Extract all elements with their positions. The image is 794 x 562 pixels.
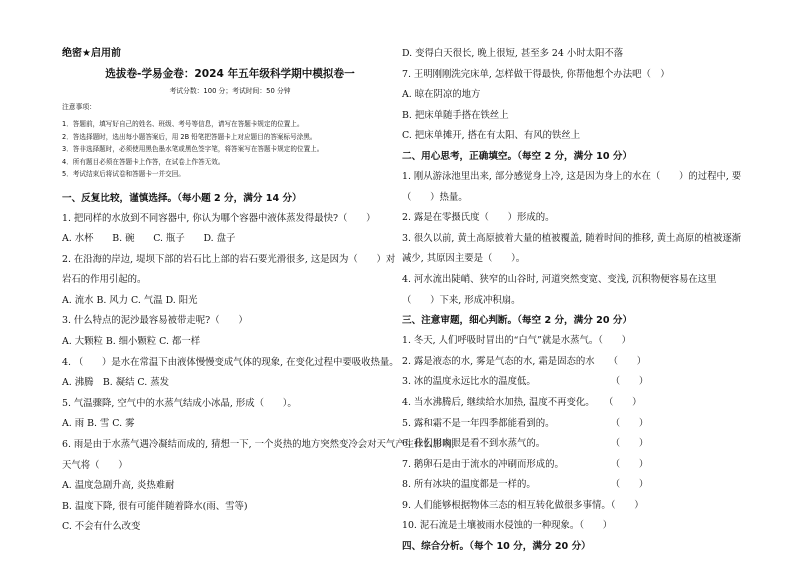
question-line: 岩石的作用引起的。 bbox=[62, 274, 147, 286]
right-column bbox=[402, 44, 742, 557]
question-line: 10. 泥石流是土壤被雨水侵蚀的一种现象。（ ） bbox=[402, 520, 613, 532]
section-2-title: 二、用心思考，正确填空。（每空 2 分，满分 10 分） bbox=[402, 150, 633, 162]
question-line: 3. 冰的温度永远比水的温度低。 （ ） bbox=[402, 376, 649, 388]
question-line: A. 大颗粒 B. 细小颗粒 C. 都一样 bbox=[62, 336, 201, 348]
question-line: 2. 露是液态的水, 雾是气态的水, 霜是固态的水 （ ） bbox=[402, 355, 647, 367]
note-item: 2．答选择题时，选出每小题答案后，用 2B 铅笔把答题卡上对应题目的答案标号涂黑。 bbox=[62, 132, 317, 141]
question-line: 3. 什么特点的泥沙最容易被带走呢?（ ） bbox=[62, 315, 248, 327]
exam-meta: 考试分数：100 分；考试时间：50 分钟 bbox=[169, 87, 291, 95]
question-line: 3. 很久以前, 黄土高原披着大量的植被覆盖, 随着时间的推移, 黄土高原的植被逐渐 bbox=[402, 232, 742, 244]
question-line: 减少, 其原因主要是（ ）。 bbox=[402, 253, 526, 265]
section-3-title: 三、注意审题，细心判断。（每空 2 分，满分 20 分） bbox=[402, 315, 633, 327]
question-line: B. 把床单随手搭在铁丝上 bbox=[402, 109, 509, 121]
question-line: 4. （ ）是水在常温下由液体慢慢变成气体的现象, 在变化过程中要吸收热量。 bbox=[62, 356, 399, 368]
question-line: （ ）下来, 形成冲积扇。 bbox=[402, 294, 521, 306]
question-line: C. 不会有什么改变 bbox=[62, 521, 141, 533]
section-4-title: 四、综合分析。（每个 10 分，满分 20 分） bbox=[402, 541, 591, 553]
question-line: D. 变得白天很长, 晚上很短, 甚至多 24 小时太阳不落 bbox=[402, 48, 624, 59]
question-line: 6. 雨是由于水蒸气遇冷凝结而成的, 猜想一下, 一个炎热的地方突然变冷会对天气产生什么影响, bbox=[62, 439, 455, 451]
question-line: 2. 在沿海的岸边, 堤坝下部的岩石比上部的岩石要光滑很多, 这是因为（ ）对 bbox=[62, 253, 396, 265]
confidential-mark: 绝密★启用前 bbox=[62, 48, 121, 59]
question-line: 5. 露和霜不是一年四季都能看到的。 （ ） bbox=[402, 417, 649, 429]
question-line: B. 温度下降, 很有可能伴随着降水(雨、雪等) bbox=[62, 500, 248, 512]
question-line: 5. 气温骤降, 空气中的水蒸气结成小冰晶, 形成（ ）。 bbox=[62, 397, 297, 409]
note-item: 4．所有题目必须在答题卡上作答，在试卷上作答无效。 bbox=[62, 157, 225, 166]
exam-title: 选拔卷-学易金卷：2024 年五年级科学期中模拟卷一 bbox=[105, 68, 355, 80]
question-line: 7. 王明刚刚洗完床单, 怎样做干得最快, 你帮他想个办法吧（ ） bbox=[402, 68, 670, 80]
question-line: 2. 露是在零摄氏度（ ）形成的。 bbox=[402, 212, 555, 224]
question-line: 6. 我们用肉眼是看不到水蒸气的。 （ ） bbox=[402, 438, 649, 450]
note-item: 3．答非选择题时，必须使用黑色墨水笔或黑色签字笔，将答案写在答题卡规定的位置上。 bbox=[62, 145, 324, 153]
question-line: 4. 当水沸腾后, 继续给水加热, 温度不再变化。 （ ） bbox=[402, 396, 642, 408]
question-line: A. 温度急剧升高, 炎热难耐 bbox=[62, 480, 175, 492]
note-item: 1．答题前，填写好自己的姓名、班级、考号等信息，请写在答题卡规定的位置上。 bbox=[62, 120, 304, 128]
section-1-title: 一、反复比较，谨慎选择。（每小题 2 分，满分 14 分） bbox=[62, 192, 302, 204]
question-line: C. 把床单摊开, 搭在有太阳、有风的铁丝上 bbox=[402, 130, 581, 142]
question-line: A. 沸腾 B. 凝结 C. 蒸发 bbox=[62, 377, 169, 389]
question-line: A. 雨 B. 雪 C. 雾 bbox=[62, 418, 135, 430]
question-line: 8. 所有冰块的温度都是一样的。 （ ） bbox=[402, 479, 649, 491]
question-line: 1. 把同样的水放到不同容器中, 你认为哪个容器中液体蒸发得最快?（ ） bbox=[62, 212, 376, 224]
question-line: （ ）热量。 bbox=[402, 191, 468, 203]
question-line: 4. 河水流出陡峭、狭窄的山谷时, 河道突然变宽、变浅, 沉积物便容易在这里 bbox=[402, 273, 717, 285]
question-line: 天气将（ ） bbox=[62, 459, 128, 471]
question-line: 9. 人们能够根据物体三态的相互转化做很多事情。（ ） bbox=[402, 499, 644, 511]
question-line: 7. 鹅卵石是由于流水的冲刷而形成的。 （ ） bbox=[402, 458, 649, 470]
question-line: A. 水杯 B. 碗 C. 瓶子 D. 盘子 bbox=[62, 233, 236, 245]
notes-heading: 注意事项： bbox=[62, 103, 96, 111]
question-line: A. 晾在阴凉的地方 bbox=[402, 89, 481, 101]
question-line: 1. 冬天, 人们呼吸时冒出的“白气”就是水蒸气。（ ） bbox=[402, 335, 632, 347]
note-item: 5．考试结束后将试卷和答题卡一并交回。 bbox=[62, 170, 185, 178]
question-line: 1. 刚从游泳池里出来, 部分感觉身上冷, 这是因为身上的水在（ ）的过程中, 要 bbox=[402, 170, 742, 182]
question-line: A. 流水 B. 风力 C. 气温 D. 阳光 bbox=[62, 294, 198, 306]
